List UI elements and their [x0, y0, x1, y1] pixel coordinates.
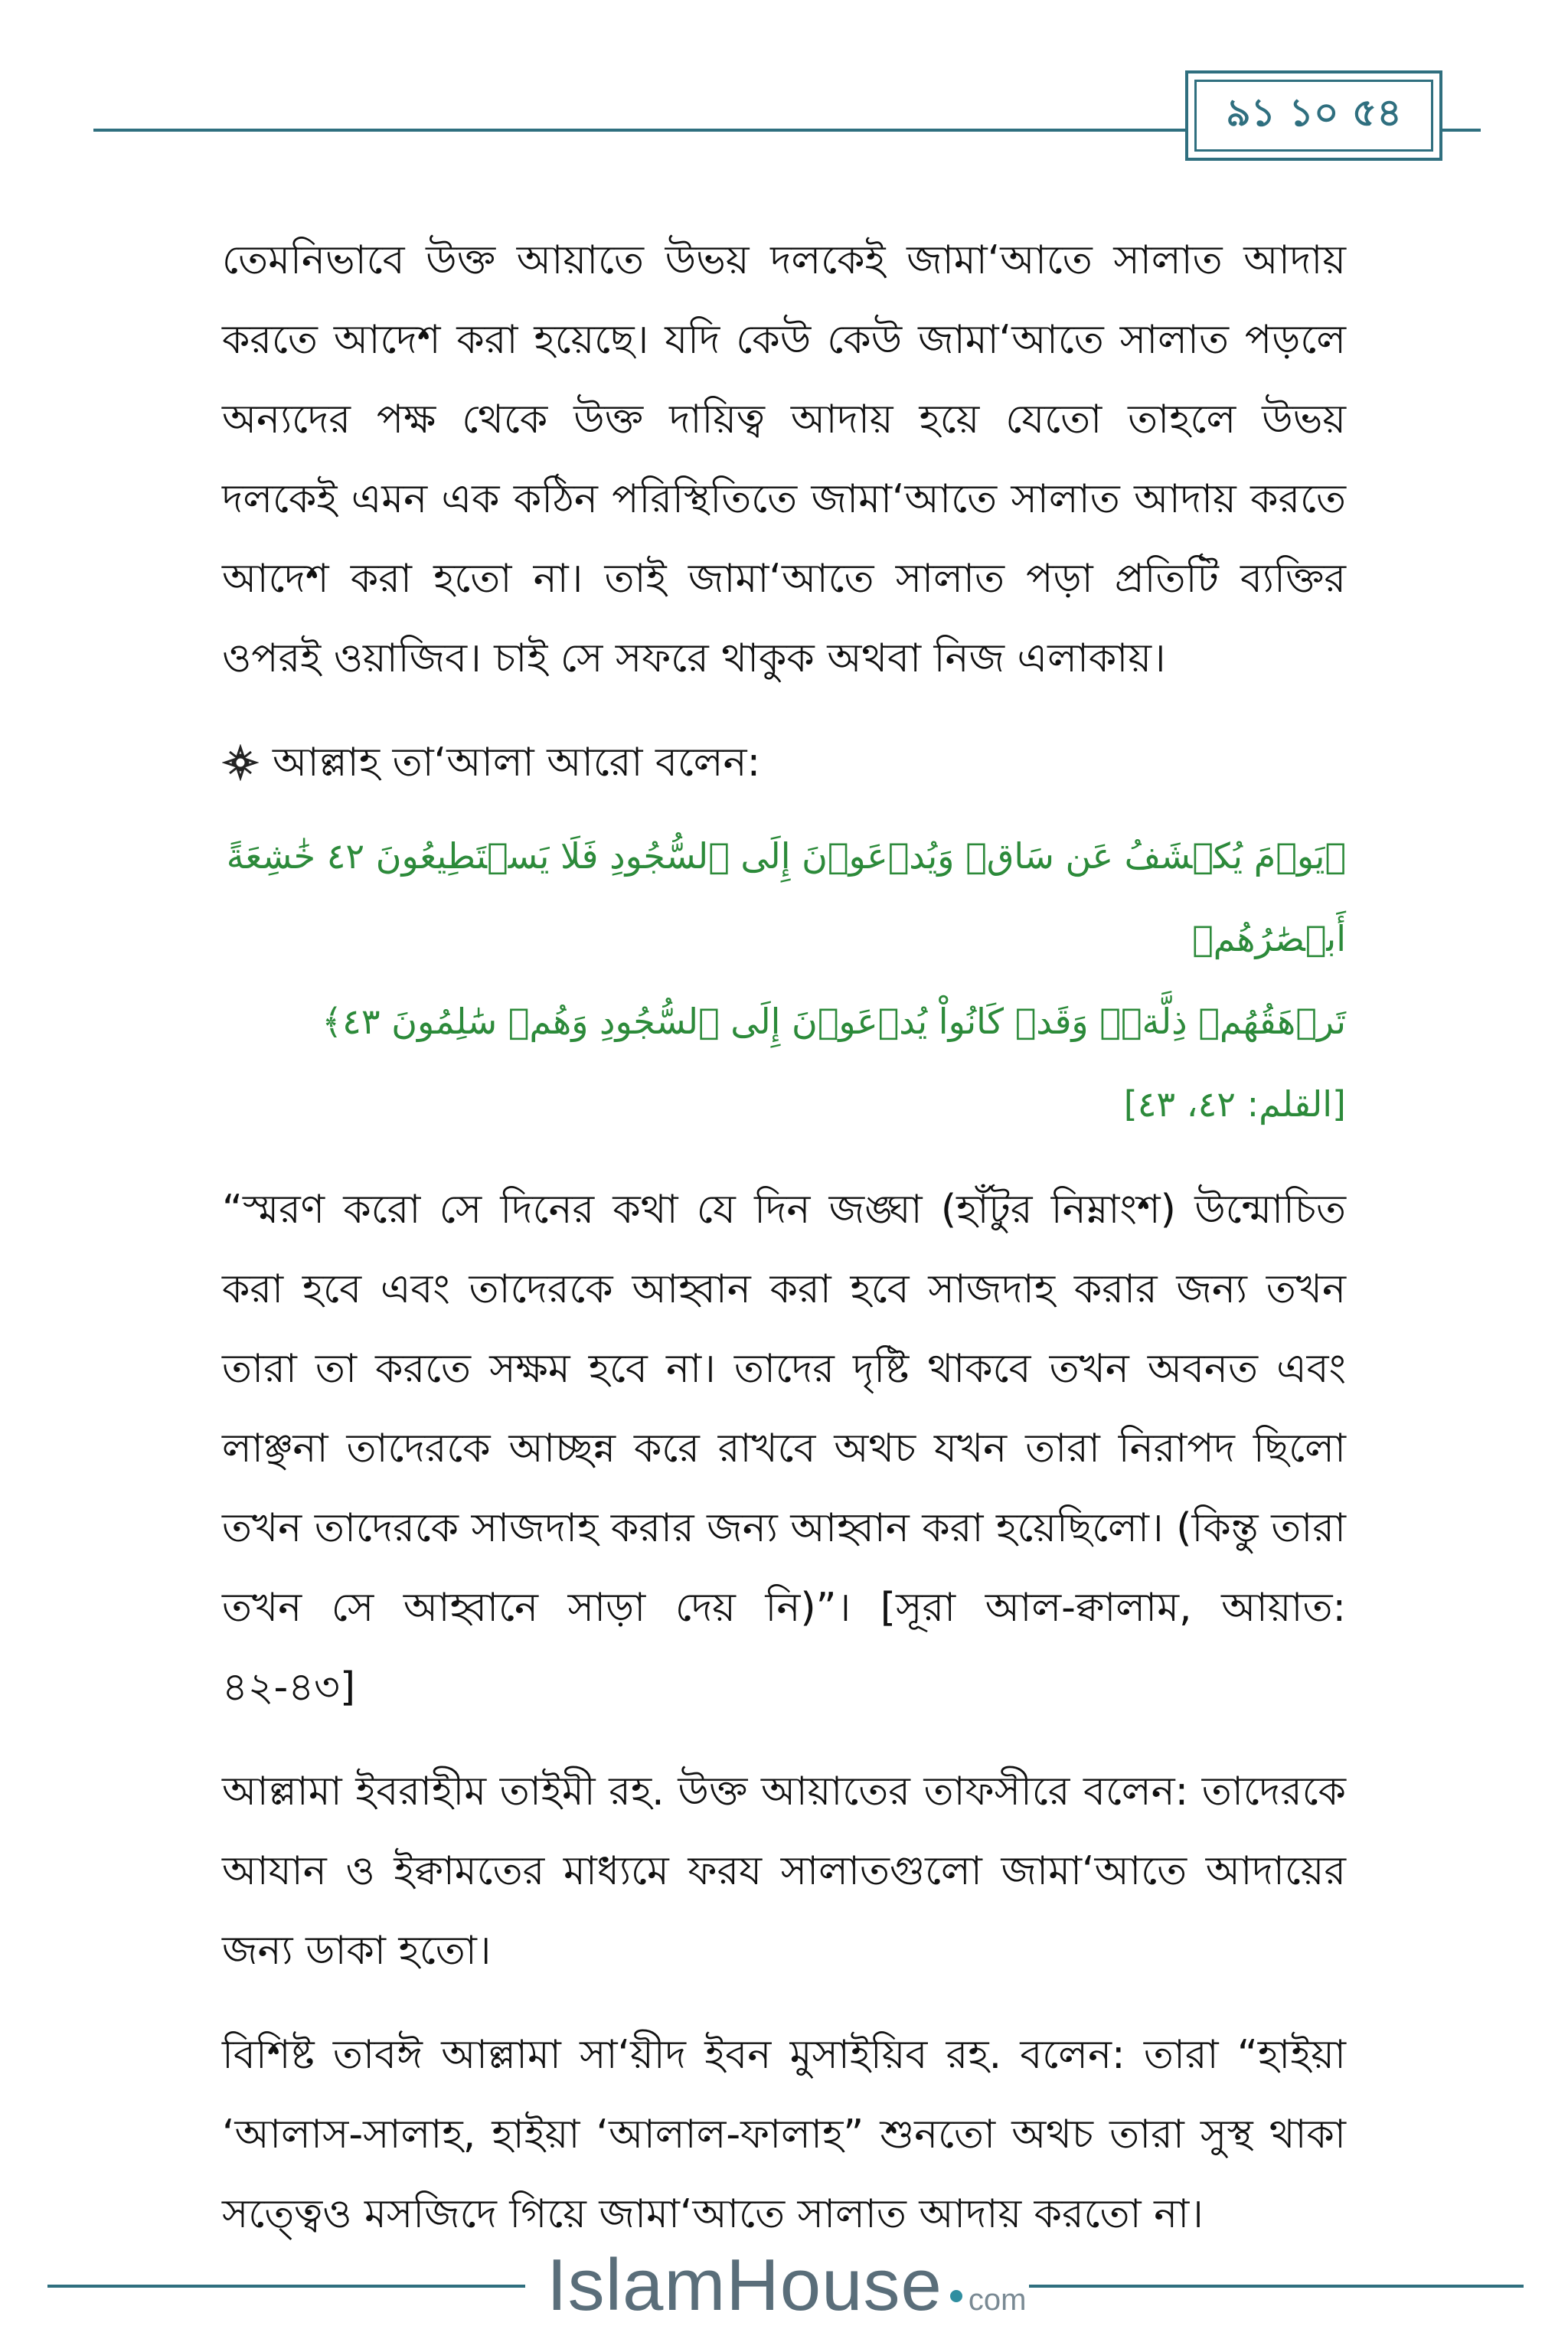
- footer-brand-logo: [547, 2243, 1027, 2326]
- paragraph-translation: “স্মরণ করো সে দিনের কথা যে দিন জঙ্ঘা (হাঁটুর নিম্নাংশ) উন্মোচিত করা হবে এবং তাদেরকে আহ্বান করা হবে সাজদাহ করার জন্য তখন তারা তা করতে সক্ষম হবে না। তাদের দৃষ্টি থাকবে তখন অবনত এবং লাঞ্ছনা তাদেরকে আচ্ছন্ন করে রাখবে অথচ যখন তারা নিরাপদ ছিলো তখন তাদেরকে সাজদাহ করার জন্য আহ্বান করা হয়েছিলো। (কিন্তু তারা তখন সে আহ্বানে সাড়া দেয় নি)”। [সূরা আল-ক্বালাম, আয়াত: ৪২-৪৩]: [222, 1187, 1346, 1710]
- brand-name: IslamHouse: [547, 2244, 942, 2326]
- page-number: ৯১ ১০ ৫৪: [1226, 90, 1402, 135]
- footer-rule-left: [47, 2285, 525, 2288]
- footer-rule-right: [1029, 2285, 1524, 2288]
- page-number-box: [1185, 70, 1442, 161]
- page-number-box-inner: [1194, 80, 1433, 152]
- brand-dot-icon: [950, 2290, 962, 2302]
- brand-suffix: com: [968, 2283, 1027, 2317]
- quran-verse-line-2: تَرۡهَقُهُمۡ ذِلَّةٞۖ وَقَدۡ كَانُواْ يُدۡعَوۡنَ إِلَى ٱلسُّجُودِ وَهُمۡ سَٰلِمُونَ ٤٣﴾ [القلم: ٤٢، ٤٣]: [322, 1001, 1346, 1125]
- quran-verse-line-1: ﴿يَوۡمَ يُكۡشَفُ عَن سَاقٖ وَيُدۡعَوۡنَ إِلَى ٱلسُّجُودِ فَلَا يَسۡتَطِيعُونَ ٤٢ خَٰشِعَةً أَبۡصَٰرُهُمۡ: [226, 835, 1346, 959]
- verse-intro-text: আল্লাহ তা‘আলা আরো বলেন:: [273, 740, 761, 786]
- paragraph-3: আল্লামা ইবরাহীম তাইমী রহ. উক্ত আয়াতের তাফসীরে বলেন: তাদেরকে আযান ও ইক্বামতের মাধ্যমে ফরয সালাতগুলো জামা‘আতে আদায়ের জন্য ডাকা হতো।: [222, 1769, 1346, 1974]
- page-body: [222, 220, 1346, 2254]
- verse-intro: [222, 723, 1346, 802]
- paragraph-4: বিশিষ্ট তাবঈ আল্লামা সা‘য়ীদ ইবন মুসাইয়িব রহ. বলেন: তারা “হাইয়া ‘আলাস-সালাহ, হাইয়া ‘আলাল-ফালাহ” শুনতো অথচ তারা সুস্থ থাকা সত্ত্বেও মসজিদে গিয়ে জামা‘আতে সালাত আদায় করতো না।: [222, 2032, 1346, 2237]
- paragraph-1: তেমনিভাবে উক্ত আয়াতে উভয় দলকেই জামা‘আতে সালাত আদায় করতে আদেশ করা হয়েছে। যদি কেউ কেউ জামা‘আতে সালাত পড়লে অন্যদের পক্ষ থেকে উক্ত দায়িত্ব আদায় হয়ে যেতো তাহলে উভয় দলকেই এমন এক কঠিন পরিস্থিতিতে জামা‘আতে সালাত আদায় করতে আদেশ করা হতো না। তাই জামা‘আতে সালাত পড়া প্রতিটি ব্যক্তির ওপরই ওয়াজিব। চাই সে সফরে থাকুক অথবা নিজ এলাকায়।: [222, 237, 1346, 681]
- flower-ornament-icon: [222, 744, 259, 781]
